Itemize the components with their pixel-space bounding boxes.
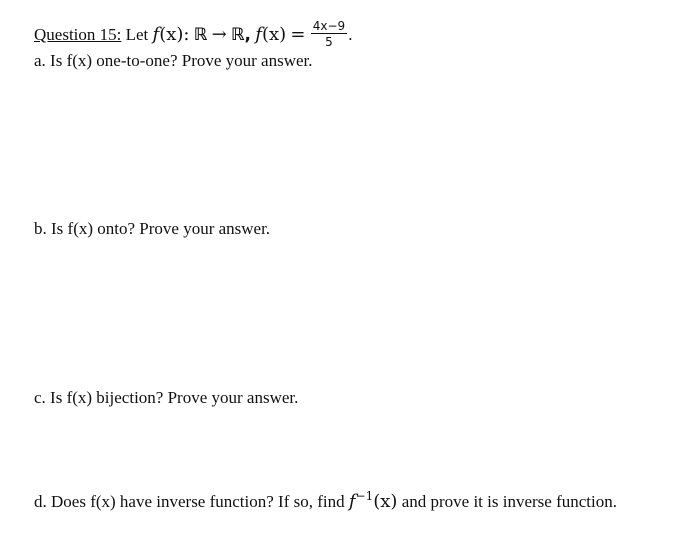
part-b: b. Is f(x) onto? Prove your answer. [34, 219, 271, 238]
part-c: c. Is f(x) bijection? Prove your answer. [34, 388, 299, 407]
arrow-symbol: → [211, 23, 227, 45]
fraction-denominator: 5 [325, 35, 333, 49]
colon: : [183, 23, 190, 45]
function-argument: (x) [159, 23, 184, 45]
part-d [34, 490, 617, 511]
part-a: a. Is f(x) one-to-one? Prove your answer. [34, 51, 313, 70]
part-d-prefix: d. Does f(x) have inverse function? If so, find [34, 492, 345, 511]
equals-sign: = [290, 23, 306, 45]
question-header [34, 19, 353, 50]
function-argument-2: (x) [261, 23, 287, 45]
part-d-suffix: and prove it is inverse function. [401, 492, 617, 511]
codomain-set: ℝ, [230, 24, 252, 45]
function-name-2: f [255, 23, 262, 45]
fraction [311, 20, 347, 48]
let-word: Let [125, 24, 149, 44]
domain-set: ℝ [193, 24, 208, 45]
function-name: f [152, 23, 160, 45]
question-label: Question 15: [34, 24, 122, 44]
fraction-numerator: 4x−9 [312, 19, 346, 33]
period: . [348, 24, 353, 44]
inverse-superscript: −1 [355, 489, 374, 503]
inverse-function-name: f [348, 491, 356, 512]
inverse-argument: (x) [373, 491, 398, 512]
